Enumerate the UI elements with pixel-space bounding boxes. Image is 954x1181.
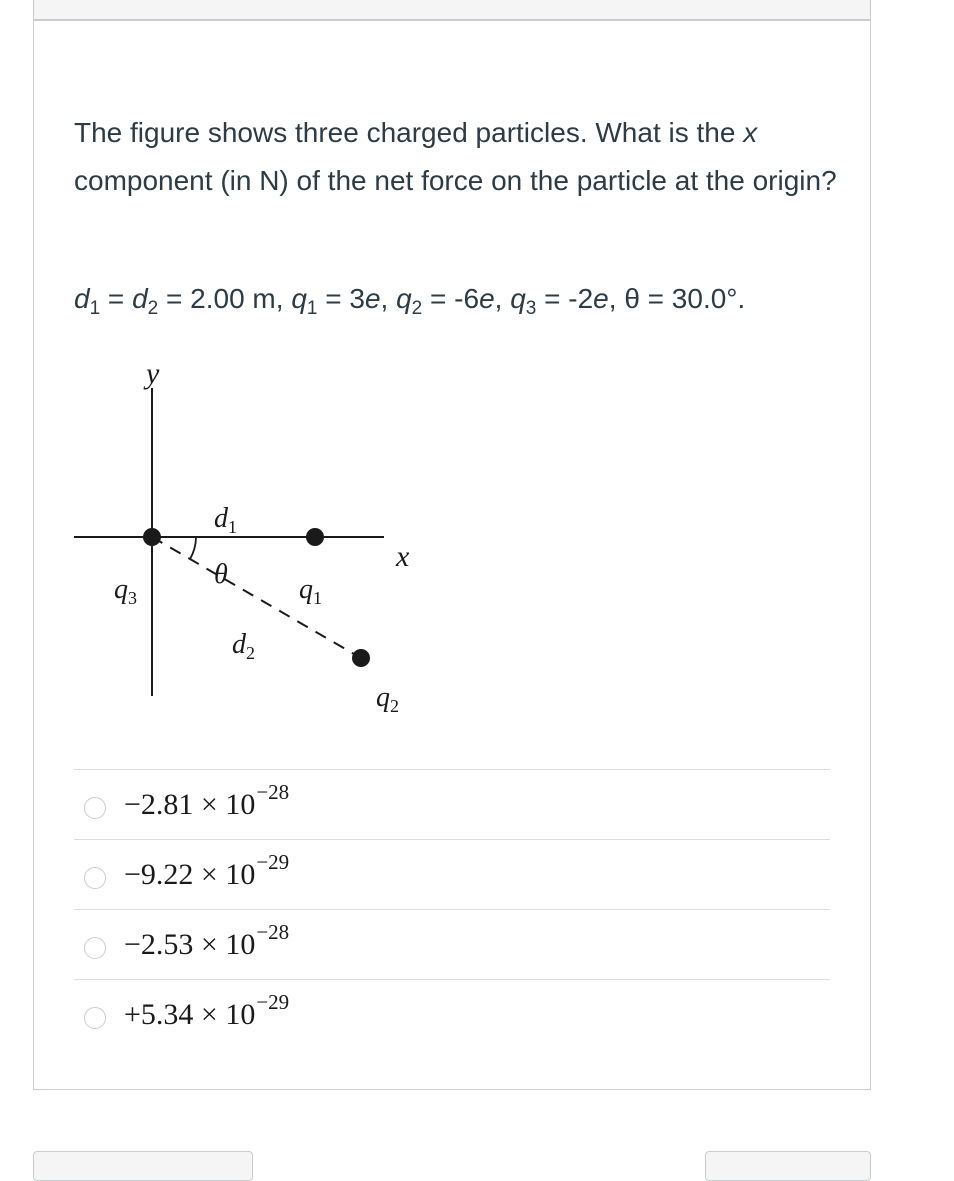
next-button[interactable] [705, 1151, 871, 1181]
answer-label[interactable] [124, 990, 290, 1032]
param-separator: , [608, 283, 625, 314]
answer-label[interactable] [124, 920, 290, 962]
param-q1-e: e [364, 283, 381, 314]
param-q2-e: e [479, 283, 495, 314]
question-text [74, 109, 844, 205]
q2-charge-dot [352, 649, 370, 667]
answer-mantissa: −9.22 × 10 [124, 858, 256, 891]
answer-option[interactable] [74, 839, 830, 909]
answer-exponent: −29 [256, 990, 290, 1014]
answer-label[interactable] [124, 780, 290, 822]
param-theta-value: = 30.0°. [639, 283, 746, 314]
param-q3-symbol: q [510, 283, 526, 314]
param-q1-value: = 3 [317, 283, 365, 314]
q2-label: $q_2$ [376, 682, 399, 716]
param-d2-subscript: 2 [147, 298, 159, 319]
answer-mantissa: +5.34 × 10 [124, 998, 256, 1031]
q1-label: $q_1$ [299, 574, 322, 608]
answer-radio[interactable] [84, 937, 106, 959]
question-card [33, 20, 871, 1090]
param-d1-subscript: 1 [89, 298, 101, 319]
answer-label[interactable] [124, 850, 290, 892]
question-text-part2: component (in N) of the net force on the particle at the origin? [74, 165, 837, 196]
param-q3-value: = -2 [536, 283, 594, 314]
answer-list [74, 769, 830, 1049]
d2-dashed-line [152, 537, 354, 654]
param-q2-subscript: 2 [411, 298, 423, 319]
theta-arc [190, 537, 196, 559]
answer-exponent: −28 [256, 780, 290, 804]
param-q1-subscript: 1 [306, 298, 318, 319]
answer-exponent: −29 [256, 850, 290, 874]
param-d1-symbol: d [74, 283, 90, 314]
param-q3-e: e [593, 283, 609, 314]
question-text-part1: The figure shows three charged particles. What is the [74, 117, 744, 148]
answer-option[interactable] [74, 979, 830, 1049]
param-q3-subscript: 3 [525, 298, 537, 319]
previous-question-strip [33, 0, 871, 20]
param-d-value: = 2.00 m, [158, 283, 292, 314]
x-axis-label: x [396, 540, 410, 573]
charges-figure [74, 351, 464, 726]
answer-radio[interactable] [84, 867, 106, 889]
answer-option[interactable] [74, 909, 830, 979]
answer-mantissa: −2.53 × 10 [124, 928, 256, 961]
param-q2-symbol: q [396, 283, 412, 314]
answer-radio[interactable] [84, 797, 106, 819]
param-separator: , [380, 283, 397, 314]
theta-label: θ [214, 559, 228, 590]
q1-charge-dot [306, 528, 324, 546]
param-q2-value: = -6 [422, 283, 480, 314]
y-axis-label: y [146, 357, 160, 390]
param-d2-symbol: d [132, 283, 148, 314]
d1-label: $d_1$ [214, 503, 237, 537]
answer-option[interactable] [74, 769, 830, 839]
answer-mantissa: −2.81 × 10 [124, 788, 256, 821]
param-q1-symbol: q [291, 283, 307, 314]
param-theta-symbol: θ [624, 283, 640, 314]
param-separator: , [494, 283, 511, 314]
previous-button[interactable] [33, 1151, 253, 1181]
question-text-x: x [743, 117, 758, 148]
answer-exponent: −28 [256, 920, 290, 944]
d2-label: $d_2$ [232, 629, 255, 663]
answer-radio[interactable] [84, 1007, 106, 1029]
param-equals: = [100, 283, 133, 314]
q3-label: $q_3$ [114, 574, 137, 608]
charges-diagram [74, 351, 464, 726]
question-parameters [74, 275, 854, 323]
q3-charge-dot [143, 528, 161, 546]
